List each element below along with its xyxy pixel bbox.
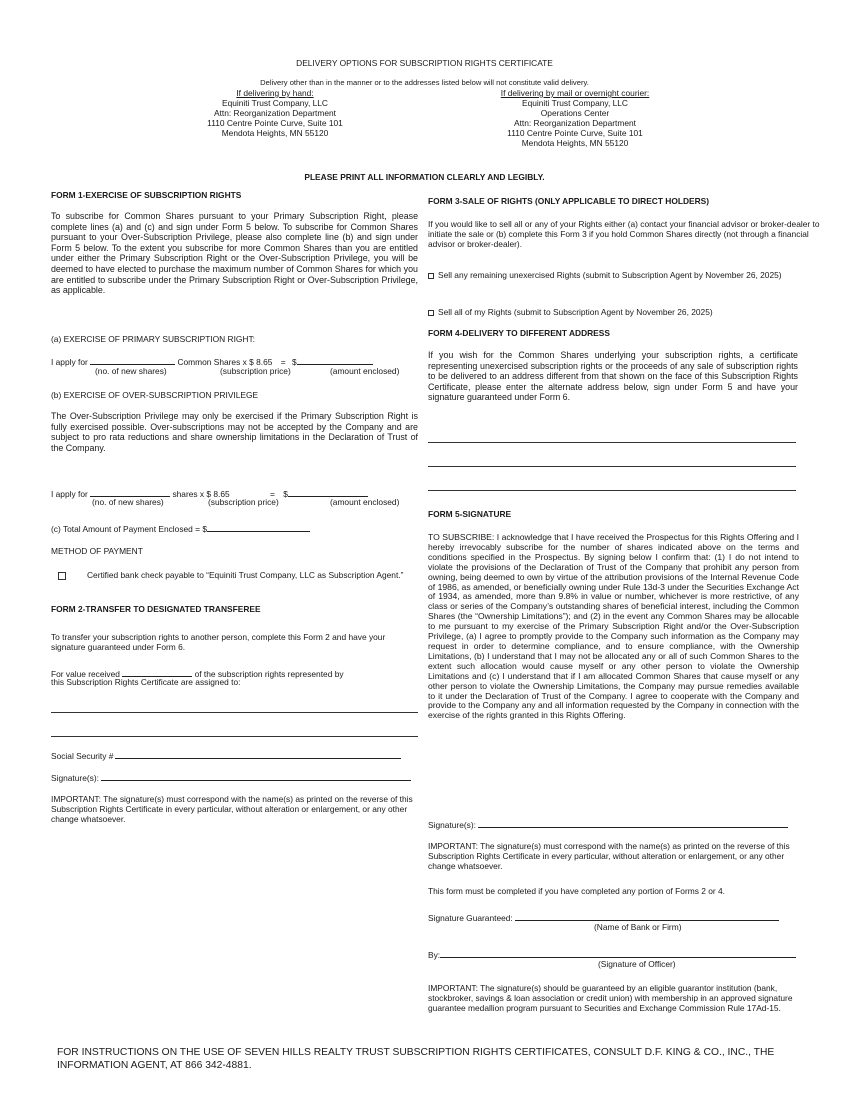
over-price-label: shares x $ 8.65 xyxy=(172,489,230,499)
primary-right-heading: (a) EXERCISE OF PRIMARY SUBSCRIPTION RIGHT: xyxy=(51,334,255,344)
signature-guaranteed-label: Signature Guaranteed: xyxy=(428,913,513,923)
payment-option-label: Certified bank check payable to “Equiniti Trust Company, LLC as Subscription Agent.” xyxy=(87,570,404,580)
mail-delivery-heading: If delivering by mail or overnight courier: xyxy=(500,88,650,98)
sell-all-checkbox[interactable] xyxy=(428,310,434,316)
by-label: By: xyxy=(428,950,441,960)
ssn-line xyxy=(51,749,401,761)
address-line-2[interactable] xyxy=(428,466,796,467)
mail-address-line: Equiniti Trust Company, LLC xyxy=(522,98,628,108)
hand-address-line: 1110 Centre Pointe Curve, Suite 101 xyxy=(207,118,343,128)
bank-name-caption: (Name of Bank or Firm) xyxy=(594,922,682,932)
value-received-text: of the subscription rights represented by xyxy=(194,669,344,679)
dollar-sign: $ xyxy=(291,357,297,367)
address-line-3[interactable] xyxy=(428,490,796,491)
caption-amount-enclosed: (amount enclosed) xyxy=(330,497,400,507)
assigned-to-label: this Subscription Rights Certificate are assigned to: xyxy=(51,677,241,687)
form4-title: FORM 4-DELIVERY TO DIFFERENT ADDRESS xyxy=(428,328,610,338)
primary-price-label: Common Shares x $ 8.65 xyxy=(177,357,273,367)
officer-caption: (Signature of Officer) xyxy=(598,959,676,969)
form5-text: TO SUBSCRIBE: I acknowledge that I have received the Prospectus for this Rights Offering and I hereby irrevocably subscribe for the number of shares indicated above on the terms and conditions specified in the Prospectus. By signing below I confirm that: (1) I do not intend to violate the provisions of the Declaration of Trust of the Company that prohibit any person from owning, being deemed to own by virtue of the attribution provisions of the Internal Revenue Code of 1986, as amended, or beneficially owning under Rule 13d-3 under the Securities Exchange Act of 1934, as amended, more than 9.8% in value or number, whichever is more restrictive, of any class or series of the Company’s outstanding shares of beneficial interest, including the Common Shares (the “Ownership Limitations”); and (2) in the event any Common Shares may be allocable to me pursuant to my exercise of the Primary Subscription Right and/or the Over-Subscription Privilege, (a) I agree to promptly provide to the Company such information as the Company may request in order to determine compliance, and to ensure compliance, with the Ownership Limitations, (b) I understand that I may not be allocated any or all of such Common Shares to the extent such allocation would cause myself or any other person to violate the Ownership Limitations and (c) I understand that if I am allocated Common Shares that cause myself or any other person to violate the Ownership Limitations, the Company may pursue remedies available to it under the Declaration of Trust of the Company. I agree to cooperate with the Company and provide to the Company any and all information requested by the Company in connection with the exercise of the rights granted in this Rights Offering. xyxy=(428,532,799,721)
hand-address-line: Equiniti Trust Company, LLC xyxy=(222,98,328,108)
form1-title: FORM 1-EXERCISE OF SUBSCRIPTION RIGHTS xyxy=(51,190,242,200)
sell-remaining-checkbox[interactable] xyxy=(428,273,434,279)
hand-address-line: Attn: Reorganization Department xyxy=(214,108,336,118)
form3-option-2 xyxy=(428,307,828,317)
address-line-1[interactable] xyxy=(428,442,796,443)
ssn-label: Social Security # xyxy=(51,751,114,761)
over-subscription-text: The Over-Subscription Privilege may only be exercised if the Primary Subscription Right is fully exercised possible. Over-subscriptions may not be accepted by the Company and are subject to pro rata reductions and share ownership limitations in the Declaration of Trust of the Company. xyxy=(51,411,418,453)
form2-signature-line xyxy=(51,771,411,783)
caption-no-new-shares: (no. of new shares) xyxy=(95,366,167,376)
caption-amount-enclosed: (amount enclosed) xyxy=(330,366,400,376)
over-shares-field[interactable] xyxy=(90,487,170,497)
hand-address-line: Mendota Heights, MN 55120 xyxy=(221,128,329,138)
form5-important-guarantor: IMPORTANT: The signature(s) should be guaranteed by an eligible guarantor institution (bank, stockbroker, savings & loan association or credit union) with membership in an approved signature guarantee medallion program pursuant to Securities and Exchange Commission Rule 17Ad-15. xyxy=(428,983,793,1013)
officer-signature-field[interactable] xyxy=(440,948,796,958)
form3-intro: If you would like to sell all or any of your Rights either (a) contact your financial advisor or broker-dealer to initiate the sale or (b) complete this Form 3 if you hold Common Shares directly (not through a financial advisor or broker-dealer). xyxy=(428,219,820,249)
method-of-payment-heading: METHOD OF PAYMENT xyxy=(51,546,143,556)
dollar-sign: $ xyxy=(283,489,288,499)
form3-title: FORM 3-SALE OF RIGHTS (ONLY APPLICABLE TO DIRECT HOLDERS) xyxy=(428,196,710,206)
apply-for-label: I apply for xyxy=(51,489,88,499)
value-received-label: For value received xyxy=(51,669,120,679)
over-subscription-heading: (b) EXERCISE OF OVER-SUBSCRIPTION PRIVILEGE xyxy=(51,390,259,400)
caption-subscription-price: (subscription price) xyxy=(220,366,291,376)
form2-intro: To transfer your subscription rights to another person, complete this Form 2 and have your signature guaranteed under Form 6. xyxy=(51,632,386,652)
payment-checkbox[interactable] xyxy=(58,570,70,580)
primary-shares-field[interactable] xyxy=(90,355,175,365)
equals-sign: = xyxy=(280,357,286,367)
total-payment-field[interactable] xyxy=(207,522,310,532)
must-complete-note: This form must be completed if you have completed any portion of Forms 2 or 4. xyxy=(428,886,725,896)
footer-instructions: FOR INSTRUCTIONS ON THE USE OF SEVEN HILLS REALTY TRUST SUBSCRIPTION RIGHTS CERTIFICATES, CONSULT D.F. KING & CO., INC., THE INFORMATION AGENT, AT 866 342-4881. xyxy=(57,1047,775,1071)
form1-intro: To subscribe for Common Shares pursuant to your Primary Subscription Right, please complete lines (a) and (c) and sign under Form 5 below. To subscribe for Common Shares pursuant to your Over-Subscription Privilege, please also complete line (b) and sign under Form 5 below. To the extent you subscribe for more Common Shares than you are entitled under either the Primary Subscription Right or the Over-Subscription Privilege, you will be deemed to have elected to purchase the maximum number of Common Shares for which you are entitled to subscribe under the Primary Subscription Right or Over-Subscription Privilege, as applicable. xyxy=(51,211,418,296)
sell-remaining-label: Sell any remaining unexercised Rights (submit to Subscription Agent by November 26, 2025) xyxy=(438,270,782,280)
transferee-line-1[interactable] xyxy=(51,712,418,713)
total-payment-label: (c) Total Amount of Payment Enclosed = $ xyxy=(51,524,208,534)
print-notice: PLEASE PRINT ALL INFORMATION CLEARLY AND LEGIBLY. xyxy=(304,172,545,182)
mail-address-line: Operations Center xyxy=(540,108,610,118)
sell-all-label: Sell all of my Rights (submit to Subscription Agent by November 26, 2025) xyxy=(438,307,713,317)
form2-important: IMPORTANT: The signature(s) must correspond with the name(s) as printed on the reverse of this Subscription Rights Certificate in every particular, without alteration or enlargement, or any other change whatsoever. xyxy=(51,794,413,824)
form3-option-1 xyxy=(428,270,828,280)
mail-address-line: Mendota Heights, MN 55120 xyxy=(521,138,629,148)
mail-address-line: Attn: Reorganization Department xyxy=(514,118,636,128)
form5-signature-line xyxy=(428,818,788,830)
form5-signature-field[interactable] xyxy=(478,818,788,828)
signature-label: Signature(s): xyxy=(428,820,476,830)
form5-title: FORM 5-SIGNATURE xyxy=(428,509,512,519)
transferee-line-2[interactable] xyxy=(51,736,418,737)
mail-delivery-block xyxy=(445,88,705,148)
hand-delivery-block xyxy=(150,88,400,138)
bank-name-field[interactable] xyxy=(515,911,779,921)
total-payment-line xyxy=(51,522,310,534)
ssn-field[interactable] xyxy=(115,749,401,759)
hand-delivery-heading: If delivering by hand: xyxy=(236,88,314,98)
page-title: DELIVERY OPTIONS FOR SUBSCRIPTION RIGHTS CERTIFICATE xyxy=(296,58,553,68)
form4-text: If you wish for the Common Shares underlying your subscription rights, a certificate representing unexercised subscription rights or the proceeds of any sale of subscription rights to be delivered to an address different from that shown on the face of this Subscription Rights Certificate, please enter the alternate address below, sign under Form 5 and have your signature guaranteed under Form 6. xyxy=(428,350,798,403)
apply-for-label: I apply for xyxy=(51,357,88,367)
caption-subscription-price: (subscription price) xyxy=(208,497,279,507)
mail-address-line: 1110 Centre Pointe Curve, Suite 101 xyxy=(507,128,643,138)
delivery-notice: Delivery other than in the manner or to the addresses listed below will not constitute valid delivery. xyxy=(260,78,589,87)
signature-label: Signature(s): xyxy=(51,773,99,783)
caption-no-new-shares: (no. of new shares) xyxy=(92,497,164,507)
equals-sign: = xyxy=(270,489,275,499)
form5-important: IMPORTANT: The signature(s) must correspond with the name(s) as printed on the reverse of this Subscription Rights Certificate in every particular, without alteration or enlargement, or any other change whatsoever. xyxy=(428,841,790,871)
over-amount-field[interactable] xyxy=(288,487,368,497)
form2-signature-field[interactable] xyxy=(101,771,411,781)
form2-title: FORM 2-TRANSFER TO DESIGNATED TRANSFEREE xyxy=(51,604,261,614)
value-received-field[interactable] xyxy=(122,667,192,677)
primary-amount-field[interactable] xyxy=(297,355,373,365)
